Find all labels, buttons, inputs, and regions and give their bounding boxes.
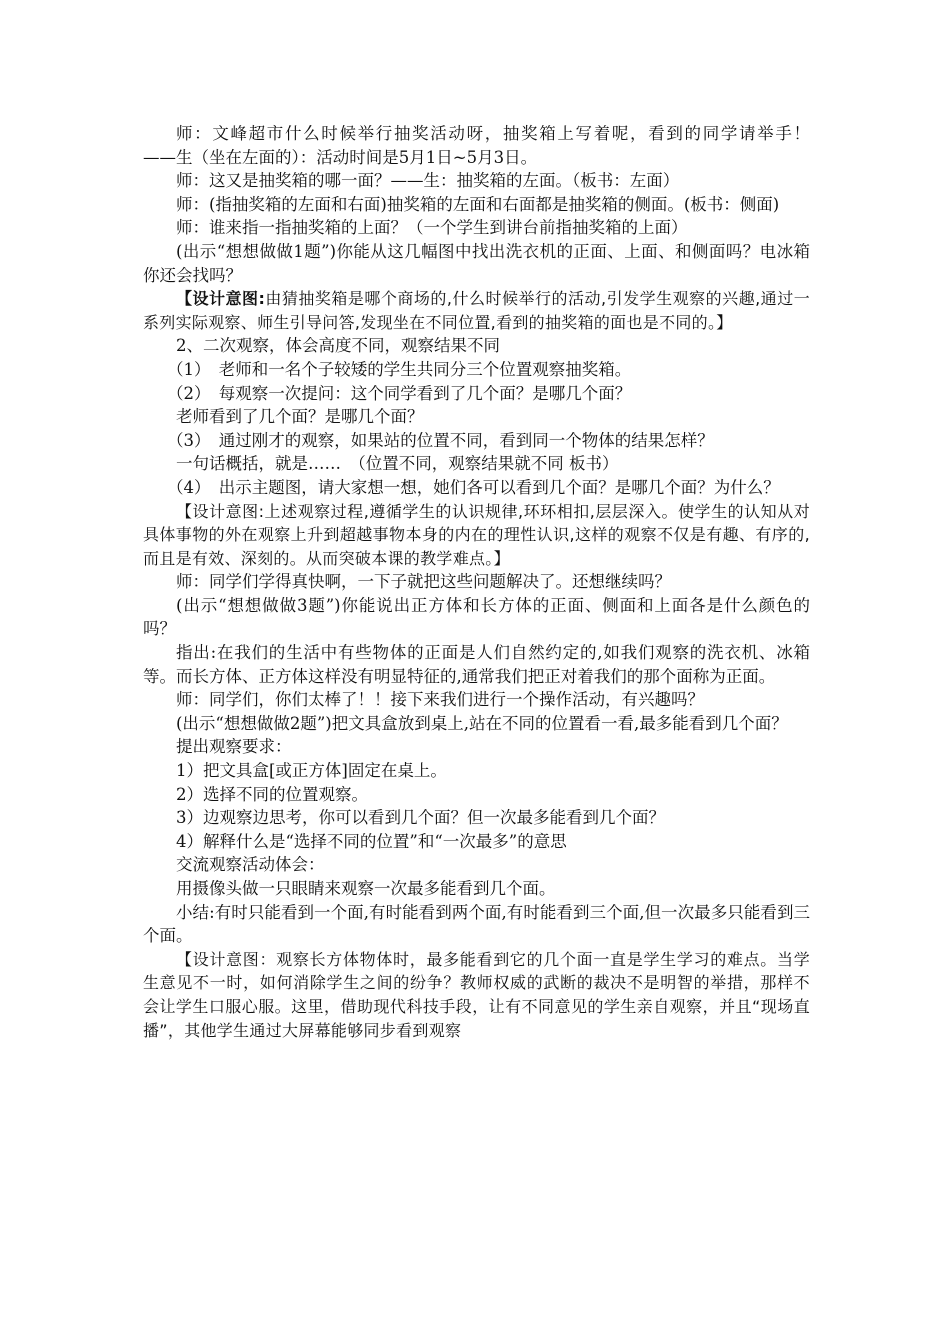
paragraph: 用摄像头做一只眼睛来观察一次最多能看到几个面。 [176, 879, 556, 898]
list-item: （2） 每观察一次提问：这个同学看到了几个面？是哪几个面？ [167, 383, 632, 403]
list-item: （4） 出示主题图，请大家想一想，她们各可以看到几个面？是哪几个面？为什么？ [167, 477, 780, 497]
list-item: 2）选择不同的位置观察。 [176, 784, 368, 804]
paragraph: 小结:有时只能看到一个面,有时能看到两个面,有时能看到三个面,但一次最多只能看到三个面。 [143, 902, 810, 946]
paragraph: 师：同学们学得真快啊，一下子就把这些问题解决了。还想继续吗？ [176, 572, 671, 592]
paragraph: 师：谁来指一指抽奖箱的上面？（一个学生到讲台前指抽奖箱的上面） [176, 218, 688, 238]
list-item: （1） 老师和一名个子较矮的学生共同分三个位置观察抽奖箱。 [167, 359, 632, 379]
paragraph: 师：(指抽奖箱的左面和右面)抽奖箱的左面和右面都是抽奖箱的侧面。(板书：侧面) [176, 194, 780, 214]
section-title: 2、二次观察，体会高度不同，观察结果不同 [176, 336, 500, 356]
list-item: （3） 通过刚才的观察，如果站的位置不同，看到同一个物体的结果怎样？ [167, 430, 714, 450]
document-page [143, 122, 860, 1042]
paragraph: (出示“想想做做3题”)你能说出正方体和长方体的正面、侧面和上面各是什么颜色的吗？ [143, 595, 810, 639]
design-intent-note [143, 287, 810, 334]
paragraph: 师：同学们，你们太棒了！！接下来我们进行一个操作活动，有兴趣吗？ [176, 690, 704, 710]
paragraph: 师：这又是抽奖箱的哪一面？——生：抽奖箱的左面。（板书：左面） [176, 171, 680, 191]
paragraph: 提出观察要求： [176, 737, 292, 757]
list-item: 4）解释什么是“选择不同的位置”和“一次最多”的意思 [176, 831, 567, 851]
list-item: 一句话概括，就是…… （位置不同，观察结果就不同 板书） [176, 454, 619, 474]
paragraph: (出示“想想做做2题”)把文具盒放到桌上,站在不同的位置看一看,最多能看到几个面？ [176, 713, 788, 733]
list-item: 3）边观察边思考，你可以看到几个面？但一次最多能看到几个面？ [176, 808, 665, 828]
paragraph: (出示“想想做做1题”)你能从这几幅图中找出洗衣机的正面、上面、和侧面吗？电冰箱你还会找吗？ [143, 241, 810, 285]
design-intent-note: 【设计意图：观察长方体物体时，最多能看到它的几个面一直是学生学习的难点。当学生意见不一时，如何消除学生之间的纷争？教师权威的武断的裁决不是明智的举措，那样不会让学生口服心服。这里，借助现代科技手段，让有不同意见的学生亲自观察，并且“现场直播”，其他学生通过大屏幕能够同步看到观察 [143, 949, 810, 1040]
list-item: 1）把文具盒[或正方体]固定在桌上。 [176, 761, 447, 781]
design-intent-lead: 【设计意图: [176, 289, 266, 309]
paragraph: 指出:在我们的生活中有些物体的正面是人们自然约定的,如我们观察的洗衣机、冰箱等。而长方体、正方体这样没有明显特征的,通常我们把正对着我们的那个面称为正面。 [143, 643, 810, 686]
design-intent-note: 【设计意图:上述观察过程,遵循学生的认识规律,环环相扣,层层深入。使学生的认知从对具体事物的外在观察上升到超越事物本身的内在的理性认识,这样的观察不仅是有趣、有序的,而且是有效、深刻的。从而突破本课的教学难点。】 [143, 501, 810, 568]
paragraph: 交流观察活动体会： [176, 855, 325, 875]
design-intent-text: 由猜抽奖箱是哪个商场的,什么时候举行的活动,引发学生观察的兴趣,通过一系列实际观察、师生引导问答,发现坐在不同位置,看到的抽奖箱的面也是不同的。】 [143, 289, 810, 332]
paragraph: 师：文峰超市什么时候举行抽奖活动呀，抽奖箱上写着呢，看到的同学请举手！ ——生（坐在左面的）：活动时间是5月1日~5月3日。 [143, 124, 860, 167]
list-item: 老师看到了几个面？是哪几个面？ [176, 407, 424, 427]
